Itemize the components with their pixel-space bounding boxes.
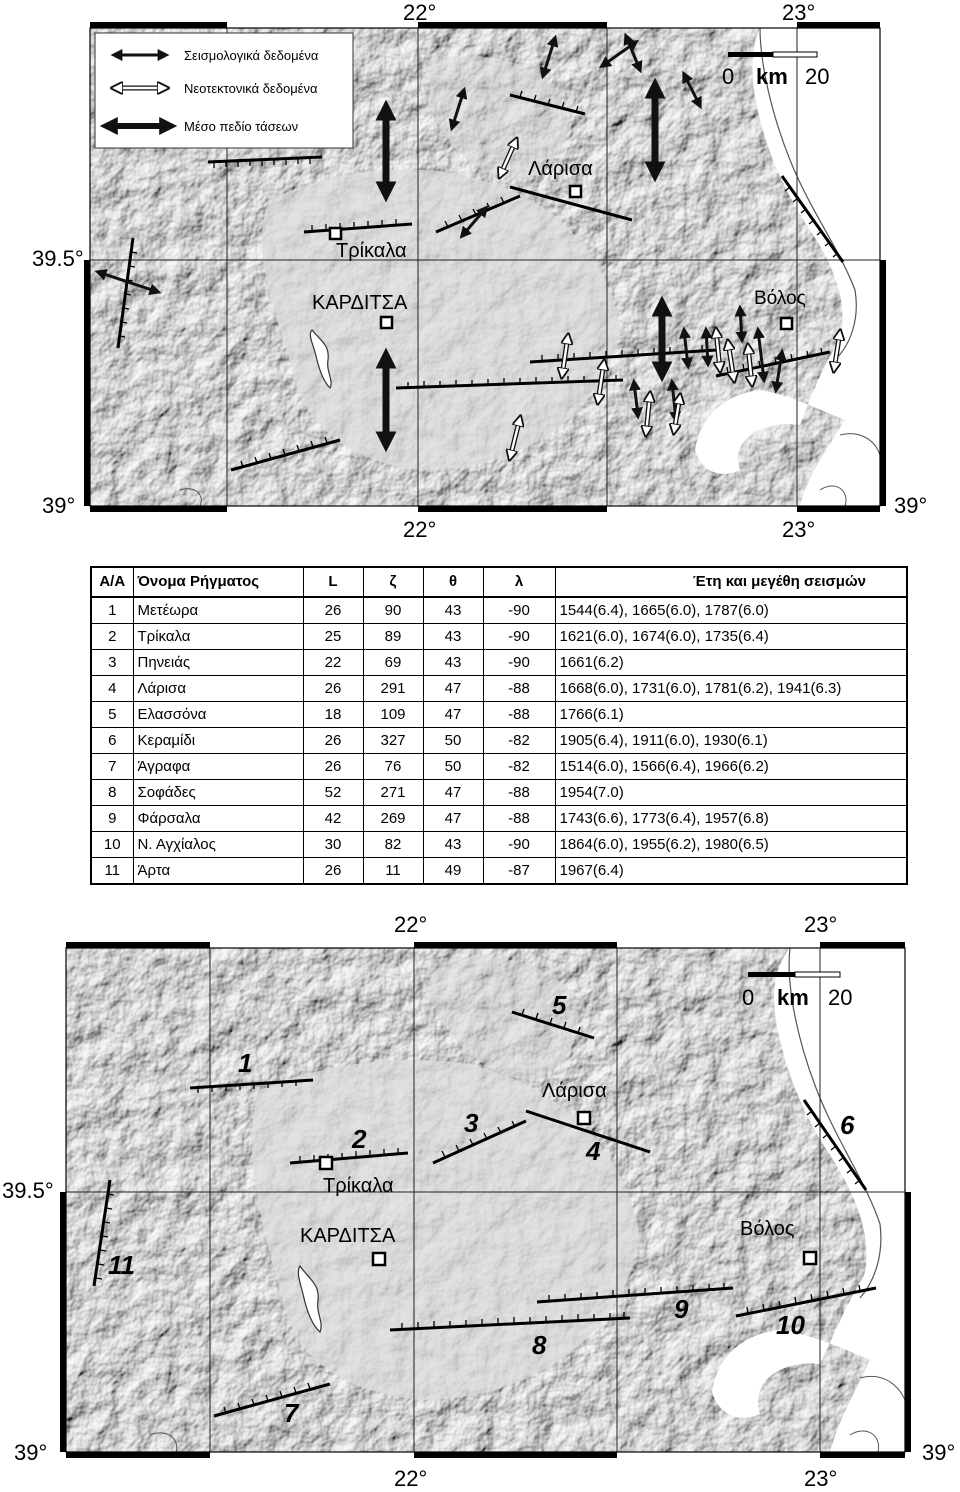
larisa-marker <box>570 186 581 197</box>
cell-length: 18 <box>303 702 363 728</box>
cell-earthquake-history: 1743(6.6), 1773(6.4), 1957(6.8) <box>555 806 907 832</box>
map2-lon-23-top: 23° <box>804 912 838 937</box>
cell-earthquake-history: 1864(6.0), 1955(6.2), 1980(6.5) <box>555 832 907 858</box>
cell-row-number: 8 <box>91 780 133 806</box>
map2-city-karditsa: ΚΑΡΔΙΤΣΑ <box>300 1225 396 1247</box>
cell-earthquake-history: 1544(6.4), 1665(6.0), 1787(6.0) <box>555 597 907 624</box>
cell-strike: 89 <box>363 624 423 650</box>
cell-dip: 43 <box>423 650 483 676</box>
cell-row-number: 2 <box>91 624 133 650</box>
cell-length: 26 <box>303 728 363 754</box>
fault-label-7: 7 <box>284 1398 299 1428</box>
cell-dip: 47 <box>423 806 483 832</box>
table-row <box>91 650 907 676</box>
header-name: Όνομα Ρήγματος <box>133 567 303 597</box>
trikala-marker-2 <box>320 1157 332 1169</box>
cell-fault-name: Λάρισα <box>133 676 303 702</box>
cell-strike: 271 <box>363 780 423 806</box>
cell-earthquake-history: 1621(6.0), 1674(6.0), 1735(6.4) <box>555 624 907 650</box>
map2-lon-22-top: 22° <box>394 912 428 937</box>
cell-row-number: 11 <box>91 858 133 885</box>
cell-dip: 49 <box>423 858 483 885</box>
karditsa-marker <box>381 317 392 328</box>
map1-city-trikala: Τρίκαλα <box>336 240 407 262</box>
table-row <box>91 624 907 650</box>
cell-rake: -82 <box>483 754 555 780</box>
cell-length: 30 <box>303 832 363 858</box>
map1-lat-39-left: 39° <box>42 493 76 518</box>
map2-lon-23-bottom: 23° <box>804 1466 838 1491</box>
fault-label-8: 8 <box>532 1330 547 1360</box>
map2-scale-start: 0 <box>742 985 755 1010</box>
cell-row-number: 7 <box>91 754 133 780</box>
map2-scale-bar <box>748 972 840 977</box>
fault-label-6: 6 <box>840 1110 855 1140</box>
cell-rake: -88 <box>483 702 555 728</box>
cell-fault-name: Άρτα <box>133 858 303 885</box>
cell-rake: -87 <box>483 858 555 885</box>
volos-marker-2 <box>804 1252 816 1264</box>
cell-row-number: 4 <box>91 676 133 702</box>
cell-strike: 269 <box>363 806 423 832</box>
fault-label-10: 10 <box>776 1310 805 1340</box>
map1-city-larisa: Λάρισα <box>528 158 593 180</box>
map2-frame <box>60 942 911 1458</box>
cell-fault-name: Πηνειάς <box>133 650 303 676</box>
map1-city-volos: Βόλος <box>754 288 806 309</box>
map1-legend-seismic-label: Σεισμολογικά δεδομένα <box>184 48 319 63</box>
map2-lon-22-bottom: 22° <box>394 1466 428 1491</box>
trikala-marker <box>330 228 341 239</box>
map2-city-volos: Βόλος <box>740 1218 795 1240</box>
cell-fault-name: Μετέωρα <box>133 597 303 624</box>
cell-length: 52 <box>303 780 363 806</box>
fault-table <box>90 566 908 885</box>
map1-lat-395: 39.5° <box>32 246 84 271</box>
header-strike: ζ <box>363 567 423 597</box>
cell-earthquake-history: 1766(6.1) <box>555 702 907 728</box>
cell-fault-name: Κεραμίδι <box>133 728 303 754</box>
map2-scale-unit: km <box>777 985 809 1010</box>
map1-scale-end: 20 <box>805 64 830 89</box>
cell-strike: 76 <box>363 754 423 780</box>
header-aa: Α/Α <box>91 567 133 597</box>
map2-city-larisa: Λάρισα <box>542 1080 607 1102</box>
cell-earthquake-history: 1668(6.0), 1731(6.0), 1781(6.2), 1941(6.3) <box>555 676 907 702</box>
fault-label-2: 2 <box>352 1124 367 1154</box>
header-earthquakes: Έτη και μεγέθη σεισμών <box>555 567 907 597</box>
cell-strike: 327 <box>363 728 423 754</box>
fault-label-9: 9 <box>674 1294 689 1324</box>
cell-strike: 69 <box>363 650 423 676</box>
map1-lat-39-right: 39° <box>894 493 928 518</box>
header-rake: λ <box>483 567 555 597</box>
cell-length: 26 <box>303 754 363 780</box>
map1-lon-22-top: 22° <box>403 0 437 25</box>
cell-fault-name: Άγραφα <box>133 754 303 780</box>
map1-legend-mean-stress-label: Μέσο πεδίο τάσεων <box>184 119 299 134</box>
cell-rake: -88 <box>483 780 555 806</box>
cell-dip: 47 <box>423 676 483 702</box>
cell-rake: -82 <box>483 728 555 754</box>
map1-lon-23-top: 23° <box>782 0 816 25</box>
map2-lat-39-left: 39° <box>14 1440 48 1465</box>
map1-legend-neotectonic-label: Νεοτεκτονικά δεδομένα <box>184 81 318 96</box>
cell-strike: 291 <box>363 676 423 702</box>
table-row <box>91 858 907 885</box>
cell-row-number: 6 <box>91 728 133 754</box>
cell-rake: -90 <box>483 650 555 676</box>
cell-row-number: 5 <box>91 702 133 728</box>
table-row <box>91 754 907 780</box>
cell-dip: 50 <box>423 754 483 780</box>
cell-rake: -90 <box>483 597 555 624</box>
cell-rake: -90 <box>483 832 555 858</box>
table-row <box>91 676 907 702</box>
map2-lat-39-right: 39° <box>922 1440 956 1465</box>
cell-earthquake-history: 1661(6.2) <box>555 650 907 676</box>
cell-dip: 47 <box>423 780 483 806</box>
cell-earthquake-history: 1954(7.0) <box>555 780 907 806</box>
table-row <box>91 832 907 858</box>
cell-earthquake-history: 1514(6.0), 1566(6.4), 1966(6.2) <box>555 754 907 780</box>
cell-fault-name: Ελασσόνα <box>133 702 303 728</box>
table-row <box>91 806 907 832</box>
cell-rake: -88 <box>483 676 555 702</box>
cell-length: 26 <box>303 858 363 885</box>
fault-map <box>0 920 960 1492</box>
fault-label-4: 4 <box>586 1136 601 1166</box>
cell-fault-name: Σοφάδες <box>133 780 303 806</box>
cell-fault-name: Φάρσαλα <box>133 806 303 832</box>
table-row <box>91 702 907 728</box>
cell-length: 25 <box>303 624 363 650</box>
cell-row-number: 1 <box>91 597 133 624</box>
map1-city-karditsa: ΚΑΡΔΙΤΣΑ <box>312 292 408 314</box>
fault-table-header <box>91 567 907 597</box>
cell-length: 26 <box>303 676 363 702</box>
cell-fault-name: Τρίκαλα <box>133 624 303 650</box>
cell-strike: 90 <box>363 597 423 624</box>
cell-row-number: 3 <box>91 650 133 676</box>
cell-rake: -88 <box>483 806 555 832</box>
cell-dip: 50 <box>423 728 483 754</box>
map2-lat-395: 39.5° <box>2 1178 54 1203</box>
cell-length: 42 <box>303 806 363 832</box>
cell-fault-name: Ν. Αγχίαλος <box>133 832 303 858</box>
header-length: L <box>303 567 363 597</box>
map2-city-trikala: Τρίκαλα <box>323 1175 394 1197</box>
map1-scale-start: 0 <box>722 64 735 89</box>
table-row <box>91 597 907 624</box>
map1-lon-23-bottom: 23° <box>782 517 816 542</box>
fault-label-3: 3 <box>464 1108 479 1138</box>
cell-row-number: 9 <box>91 806 133 832</box>
cell-earthquake-history: 1905(6.4), 1911(6.0), 1930(6.1) <box>555 728 907 754</box>
volos-marker <box>781 318 792 329</box>
fault-label-5: 5 <box>552 990 567 1020</box>
larisa-marker-2 <box>578 1112 590 1124</box>
fault-label-1: 1 <box>238 1048 253 1078</box>
header-dip: θ <box>423 567 483 597</box>
cell-strike: 109 <box>363 702 423 728</box>
map1-lon-22-bottom: 22° <box>403 517 437 542</box>
cell-length: 22 <box>303 650 363 676</box>
cell-dip: 43 <box>423 624 483 650</box>
cell-dip: 47 <box>423 702 483 728</box>
cell-earthquake-history: 1967(6.4) <box>555 858 907 885</box>
cell-row-number: 10 <box>91 832 133 858</box>
cell-rake: -90 <box>483 624 555 650</box>
cell-strike: 82 <box>363 832 423 858</box>
fault-label-11: 11 <box>108 1250 135 1280</box>
map2-scale-end: 20 <box>828 985 853 1010</box>
table-row <box>91 728 907 754</box>
map1-scale-unit: km <box>756 64 788 89</box>
cell-strike: 11 <box>363 858 423 885</box>
cell-dip: 43 <box>423 832 483 858</box>
cell-length: 26 <box>303 597 363 624</box>
karditsa-marker-2 <box>373 1253 385 1265</box>
map1-scale-bar <box>728 52 817 57</box>
table-row <box>91 780 907 806</box>
cell-dip: 43 <box>423 597 483 624</box>
